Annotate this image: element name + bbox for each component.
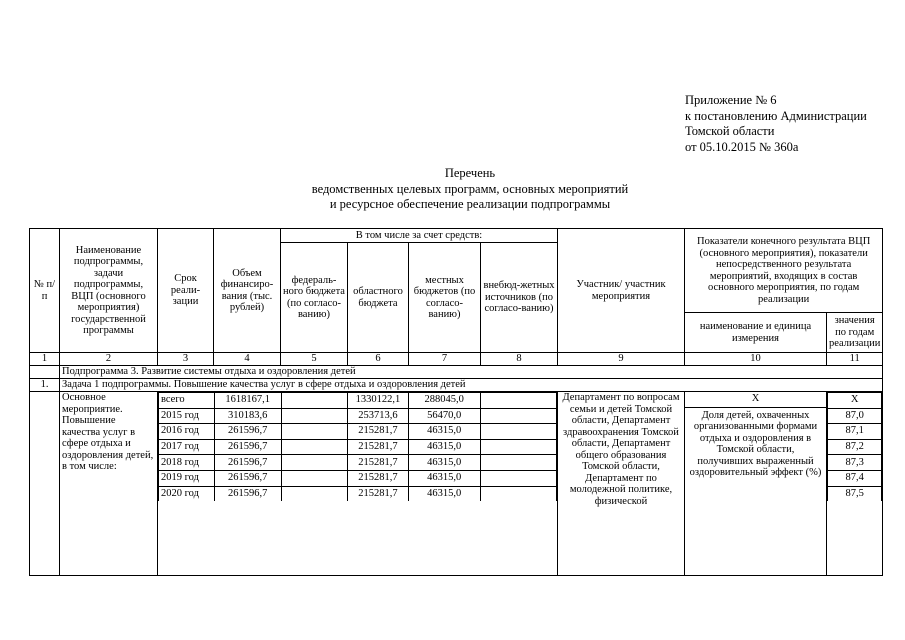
program-table bbox=[29, 228, 883, 576]
indicator-header: Х bbox=[685, 392, 826, 408]
fin-local: 46315,0 bbox=[408, 424, 480, 440]
fin-regional: 215281,7 bbox=[347, 455, 408, 471]
col-num: 2 bbox=[60, 353, 158, 366]
fin-extra bbox=[480, 408, 556, 424]
header-ind-values: значения по годам реализации bbox=[827, 313, 883, 353]
indicator-value: 87,2 bbox=[828, 439, 882, 455]
fin-extra bbox=[480, 486, 556, 501]
annex-line-4: от 05.10.2015 № 360а bbox=[685, 139, 799, 154]
fin-local: 46315,0 bbox=[408, 455, 480, 471]
header-num: № п/п bbox=[30, 229, 60, 353]
annex-line-3: Томской области bbox=[685, 124, 775, 138]
fin-volume: 261596,7 bbox=[214, 424, 281, 440]
header-volume: Объем финансиро-вания (тыс. рублей) bbox=[214, 229, 281, 353]
fin-term: 2020 год bbox=[159, 486, 215, 501]
col-num: 4 bbox=[214, 353, 281, 366]
title-line-2: ведомственных целевых программ, основных мероприятий bbox=[311, 181, 629, 196]
financing-row bbox=[159, 439, 557, 455]
fin-federal bbox=[281, 408, 347, 424]
fin-extra bbox=[480, 470, 556, 486]
financing-subtable-cell bbox=[158, 392, 558, 576]
fin-volume: 261596,7 bbox=[214, 439, 281, 455]
fin-federal bbox=[281, 486, 347, 501]
fin-regional: 1330122,1 bbox=[347, 393, 408, 409]
fin-local: 56470,0 bbox=[408, 408, 480, 424]
indicator-values bbox=[827, 392, 882, 501]
indicator-name-cell bbox=[685, 392, 827, 576]
fin-term: 2016 год bbox=[159, 424, 215, 440]
header-indicators: Показатели конечного результата ВЦП (основного мероприятия), показатели непосредственного результата мероприятий, входящих в состав основного мероприятия, по годам реализации bbox=[685, 229, 883, 313]
annex-line-1: Приложение № 6 bbox=[685, 93, 777, 107]
header-including: В том числе за счет средств: bbox=[281, 229, 558, 243]
task-title: Задача 1 подпрограммы. Повышение качества услуг в сфере отдыха и оздоровления детей bbox=[60, 379, 883, 392]
fin-regional: 215281,7 bbox=[347, 424, 408, 440]
fin-federal bbox=[281, 424, 347, 440]
empty-cell bbox=[30, 366, 60, 379]
financing-row bbox=[159, 393, 557, 409]
indicator-value: 87,4 bbox=[828, 470, 882, 486]
fin-extra bbox=[480, 439, 556, 455]
col-num: 3 bbox=[158, 353, 214, 366]
indicator-value: 87,1 bbox=[828, 424, 882, 440]
col-num: 11 bbox=[827, 353, 883, 366]
fin-regional: 215281,7 bbox=[347, 470, 408, 486]
indicator-value: Х bbox=[828, 393, 882, 409]
financing-row bbox=[159, 424, 557, 440]
financing-subtable bbox=[158, 392, 557, 501]
fin-term: 2017 год bbox=[159, 439, 215, 455]
fin-federal bbox=[281, 470, 347, 486]
col-num: 9 bbox=[558, 353, 685, 366]
fin-term: 2018 год bbox=[159, 455, 215, 471]
fin-extra bbox=[480, 455, 556, 471]
annex-line-2: к постановлению Администрации bbox=[685, 108, 867, 123]
indicator-value: 87,5 bbox=[828, 486, 882, 501]
header-participant: Участник/ участник мероприятия bbox=[558, 229, 685, 353]
col-num: 5 bbox=[281, 353, 348, 366]
task-row bbox=[30, 379, 883, 392]
fin-volume: 261596,7 bbox=[214, 470, 281, 486]
main-activity-row bbox=[30, 392, 883, 576]
header-extra: внебюд-жетных источников (по согласо-ванию) bbox=[481, 243, 558, 353]
fin-federal bbox=[281, 455, 347, 471]
fin-local: 46315,0 bbox=[408, 439, 480, 455]
header-federal: федераль-ного бюджета (по согласо-ванию) bbox=[281, 243, 348, 353]
fin-regional: 253713,6 bbox=[347, 408, 408, 424]
title-line-1: Перечень bbox=[444, 166, 496, 180]
header-name: Наименование подпрограммы, задачи подпрограммы, ВЦП (основного мероприятия) государственной программы bbox=[60, 229, 158, 353]
header-ind-name: наименование и единица измерения bbox=[685, 313, 827, 353]
col-num: 7 bbox=[409, 353, 481, 366]
indicator-value: 87,3 bbox=[828, 455, 882, 471]
fin-volume: 261596,7 bbox=[214, 486, 281, 501]
title-line-3: и ресурсное обеспечение реализации подпрограммы bbox=[329, 197, 611, 211]
fin-volume: 310183,6 bbox=[214, 408, 281, 424]
task-num: 1. bbox=[30, 379, 60, 392]
header-regional: областного бюджета bbox=[348, 243, 409, 353]
annex-block bbox=[685, 93, 867, 155]
fin-federal bbox=[281, 439, 347, 455]
fin-volume: 1618167,1 bbox=[214, 393, 281, 409]
header-local: местных бюджетов (по согласо-ванию) bbox=[409, 243, 481, 353]
indicator-values-cell bbox=[827, 392, 883, 576]
fin-federal bbox=[281, 393, 347, 409]
col-num: 1 bbox=[30, 353, 60, 366]
fin-term: 2015 год bbox=[159, 408, 215, 424]
fin-local: 288045,0 bbox=[408, 393, 480, 409]
col-num: 6 bbox=[348, 353, 409, 366]
indicator-name: Доля детей, охваченных организованными формами отдыха и оздоровления в Томской области, получивших выраженный оздоровительный эффект (%) bbox=[689, 409, 822, 479]
fin-extra bbox=[480, 424, 556, 440]
fin-volume: 261596,7 bbox=[214, 455, 281, 471]
fin-term: всего bbox=[159, 393, 215, 409]
fin-local: 46315,0 bbox=[408, 486, 480, 501]
indicator-value: 87,0 bbox=[828, 408, 882, 424]
col-num: 8 bbox=[481, 353, 558, 366]
header-row-1 bbox=[30, 229, 883, 243]
subprogram-title: Подпрограмма 3. Развитие системы отдыха и оздоровления детей bbox=[60, 366, 883, 379]
activity-name: Основное мероприятие. Повышение качества услуг в сфере отдыха и оздоровления детей, в том числе: bbox=[60, 392, 158, 576]
fin-regional: 215281,7 bbox=[347, 486, 408, 501]
col-num: 10 bbox=[685, 353, 827, 366]
fin-local: 46315,0 bbox=[408, 470, 480, 486]
fin-regional: 215281,7 bbox=[347, 439, 408, 455]
financing-row bbox=[159, 470, 557, 486]
financing-row bbox=[159, 408, 557, 424]
document-title bbox=[250, 166, 690, 213]
fin-extra bbox=[480, 393, 556, 409]
subprogram-row bbox=[30, 366, 883, 379]
fin-term: 2019 год bbox=[159, 470, 215, 486]
financing-row bbox=[159, 486, 557, 501]
financing-row bbox=[159, 455, 557, 471]
activity-participant: Департамент по вопросам семьи и детей Томской области, Департамент здравоохранения Томской области, Департамент общего образования Томской области, Департамент по молодежной политике, физической bbox=[558, 392, 685, 576]
header-term: Срок реали-зации bbox=[158, 229, 214, 353]
column-number-row bbox=[30, 353, 883, 366]
empty-cell bbox=[30, 392, 60, 576]
